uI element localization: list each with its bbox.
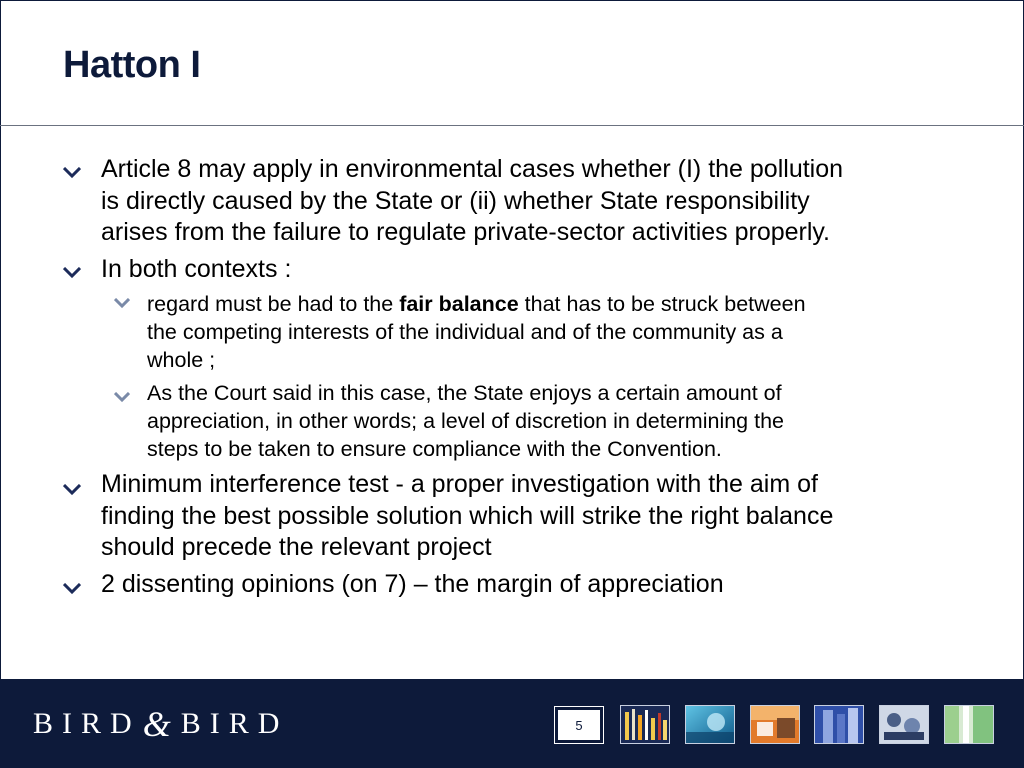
logo-text-left: BIRD bbox=[33, 706, 141, 740]
bullet-line: In both contexts : bbox=[101, 255, 292, 283]
bullet-line: steps to be taken to ensure compliance with the Convention. bbox=[147, 437, 722, 461]
chevron-bullet-icon bbox=[114, 392, 130, 403]
bullet-item bbox=[101, 154, 961, 249]
photo-thumbnail-image bbox=[879, 705, 929, 744]
bird-and-bird-logo bbox=[33, 679, 288, 768]
photo-thumbnail-image bbox=[750, 705, 800, 744]
bullet-line: 2 dissenting opinions (on 7) – the margin of appreciation bbox=[101, 570, 724, 598]
bullet-text: that has to be struck between bbox=[518, 292, 806, 316]
photo-thumbnail-image bbox=[620, 705, 670, 744]
bullet-line: whole ; bbox=[147, 348, 216, 372]
chevron-bullet-icon bbox=[63, 583, 81, 595]
bullet-emphasis: fair balance bbox=[399, 292, 519, 316]
bullet-item bbox=[101, 469, 961, 564]
chevron-bullet-icon bbox=[114, 298, 130, 309]
photo-thumbnail-image bbox=[944, 705, 994, 744]
footer-bar bbox=[0, 679, 1024, 768]
bullet-line: the competing interests of the individual and of the community as a bbox=[147, 320, 783, 344]
bullet-line: is directly caused by the State or (ii) whether State responsibility bbox=[101, 186, 810, 215]
bullet-line bbox=[147, 290, 947, 318]
bullet-line: Article 8 may apply in environmental cases whether (I) the pollution bbox=[101, 155, 844, 183]
chevron-bullet-icon bbox=[63, 267, 81, 279]
bullet-line: should precede the relevant project bbox=[101, 533, 492, 561]
bullet-line: finding the best possible solution which will strike the right balance bbox=[101, 501, 834, 530]
bullet-line: appreciation, in other words; a level of discretion in determining the bbox=[147, 409, 784, 433]
sub-bullet-item bbox=[147, 290, 947, 374]
sub-bullet-item bbox=[147, 379, 947, 463]
chevron-bullet-icon bbox=[63, 167, 81, 179]
photo-thumbnail-image bbox=[685, 705, 735, 744]
bullet-text: regard must be had to the bbox=[147, 292, 400, 316]
page-number: 5 bbox=[554, 706, 604, 744]
logo-ampersand: & bbox=[142, 703, 171, 744]
bullet-line: As the Court said in this case, the State enjoys a certain amount of bbox=[147, 381, 782, 405]
bullet-item bbox=[101, 254, 961, 286]
bullet-line: Minimum interference test - a proper investigation with the aim of bbox=[101, 470, 818, 498]
bullet-line: arises from the failure to regulate private-sector activities properly. bbox=[101, 218, 831, 246]
logo-text-right: BIRD bbox=[180, 706, 289, 740]
photo-thumbnail-image bbox=[814, 705, 864, 744]
title-divider bbox=[0, 125, 1024, 126]
bullet-item bbox=[101, 569, 961, 601]
chevron-bullet-icon bbox=[63, 484, 81, 496]
slide-title: Hatton I bbox=[63, 44, 201, 86]
